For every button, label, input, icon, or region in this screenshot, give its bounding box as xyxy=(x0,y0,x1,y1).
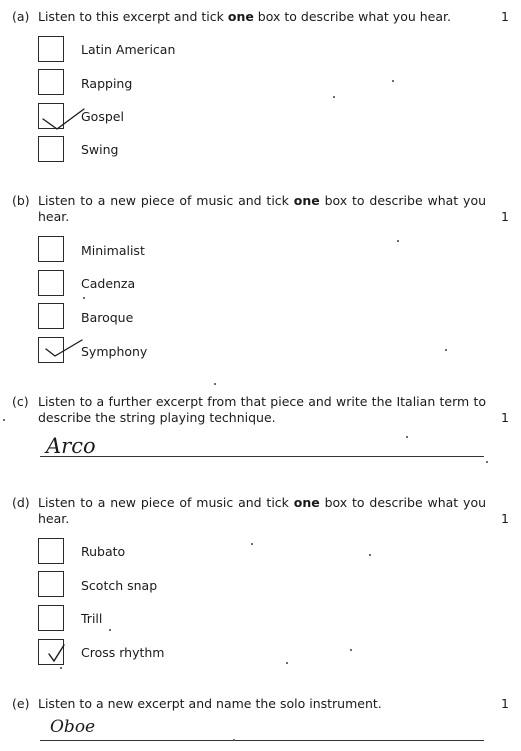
scan-speck xyxy=(397,240,399,242)
scan-speck xyxy=(350,649,352,651)
question-c-text: Listen to a further excerpt from that piece and write the Italian term to describe the string playing technique. xyxy=(38,394,486,425)
checkbox-latin-american[interactable] xyxy=(38,36,64,62)
checkbox-swing[interactable] xyxy=(38,136,64,162)
option-latin-american: Latin American xyxy=(81,42,176,57)
scan-speck xyxy=(214,383,216,385)
option-symphony: Symphony xyxy=(81,344,148,359)
question-b-marks: 1 xyxy=(501,209,509,224)
option-minimalist: Minimalist xyxy=(81,243,145,258)
option-cadenza: Cadenza xyxy=(81,276,136,291)
scan-speck xyxy=(392,80,394,82)
checkbox-scotch-snap[interactable] xyxy=(38,571,64,597)
question-d-label: (d) xyxy=(12,495,30,510)
checkbox-rubato[interactable] xyxy=(38,538,64,564)
scan-speck xyxy=(251,543,253,545)
scan-speck xyxy=(486,461,488,463)
checkbox-baroque[interactable] xyxy=(38,303,64,329)
checkbox-rapping[interactable] xyxy=(38,69,64,95)
question-e-label: (e) xyxy=(12,696,30,711)
scan-speck xyxy=(233,739,235,741)
question-b-label: (b) xyxy=(12,193,30,208)
answer-c-line xyxy=(40,456,484,457)
gospel-tick-mark xyxy=(40,104,86,132)
option-gospel: Gospel xyxy=(81,109,124,124)
scan-speck xyxy=(109,629,111,631)
option-swing: Swing xyxy=(81,142,119,157)
scan-speck xyxy=(333,96,335,98)
option-baroque: Baroque xyxy=(81,310,134,325)
question-a-text: Listen to this excerpt and tick one box to describe what you hear. xyxy=(38,9,451,24)
question-a-label: (a) xyxy=(12,9,30,24)
scan-speck xyxy=(83,297,85,299)
question-d-text: Listen to a new piece of music and tick one box to describe what you hear. xyxy=(38,495,487,526)
scan-speck xyxy=(3,419,5,421)
scan-speck xyxy=(445,349,447,351)
question-c-marks: 1 xyxy=(501,410,509,425)
checkbox-cadenza[interactable] xyxy=(38,270,64,296)
question-c-label: (c) xyxy=(12,394,29,409)
scan-speck xyxy=(406,436,408,438)
answer-e-handwriting xyxy=(48,713,108,739)
scan-speck xyxy=(286,662,288,664)
cross-rhythm-tick-mark xyxy=(46,642,70,666)
svg-text:Arco: Arco xyxy=(46,434,96,458)
option-rapping: Rapping xyxy=(81,76,133,91)
question-a-marks: 1 xyxy=(501,9,509,24)
question-e-text: Listen to a new excerpt and name the solo instrument. xyxy=(38,696,382,711)
option-trill: Trill xyxy=(81,611,103,626)
svg-text:Oboe: Oboe xyxy=(50,717,96,737)
scan-speck xyxy=(369,554,371,556)
question-b-text: Listen to a new piece of music and tick one box to describe what you hear. xyxy=(38,193,487,224)
option-scotch-snap: Scotch snap xyxy=(81,578,158,593)
checkbox-minimalist[interactable] xyxy=(38,236,64,262)
answer-e-line xyxy=(40,740,484,741)
scan-speck xyxy=(60,667,62,669)
symphony-tick-mark xyxy=(44,336,86,364)
option-rubato: Rubato xyxy=(81,544,126,559)
question-e-marks: 1 xyxy=(501,696,509,711)
question-d-marks: 1 xyxy=(501,511,509,526)
option-cross-rhythm: Cross rhythm xyxy=(81,645,165,660)
checkbox-trill[interactable] xyxy=(38,605,64,631)
